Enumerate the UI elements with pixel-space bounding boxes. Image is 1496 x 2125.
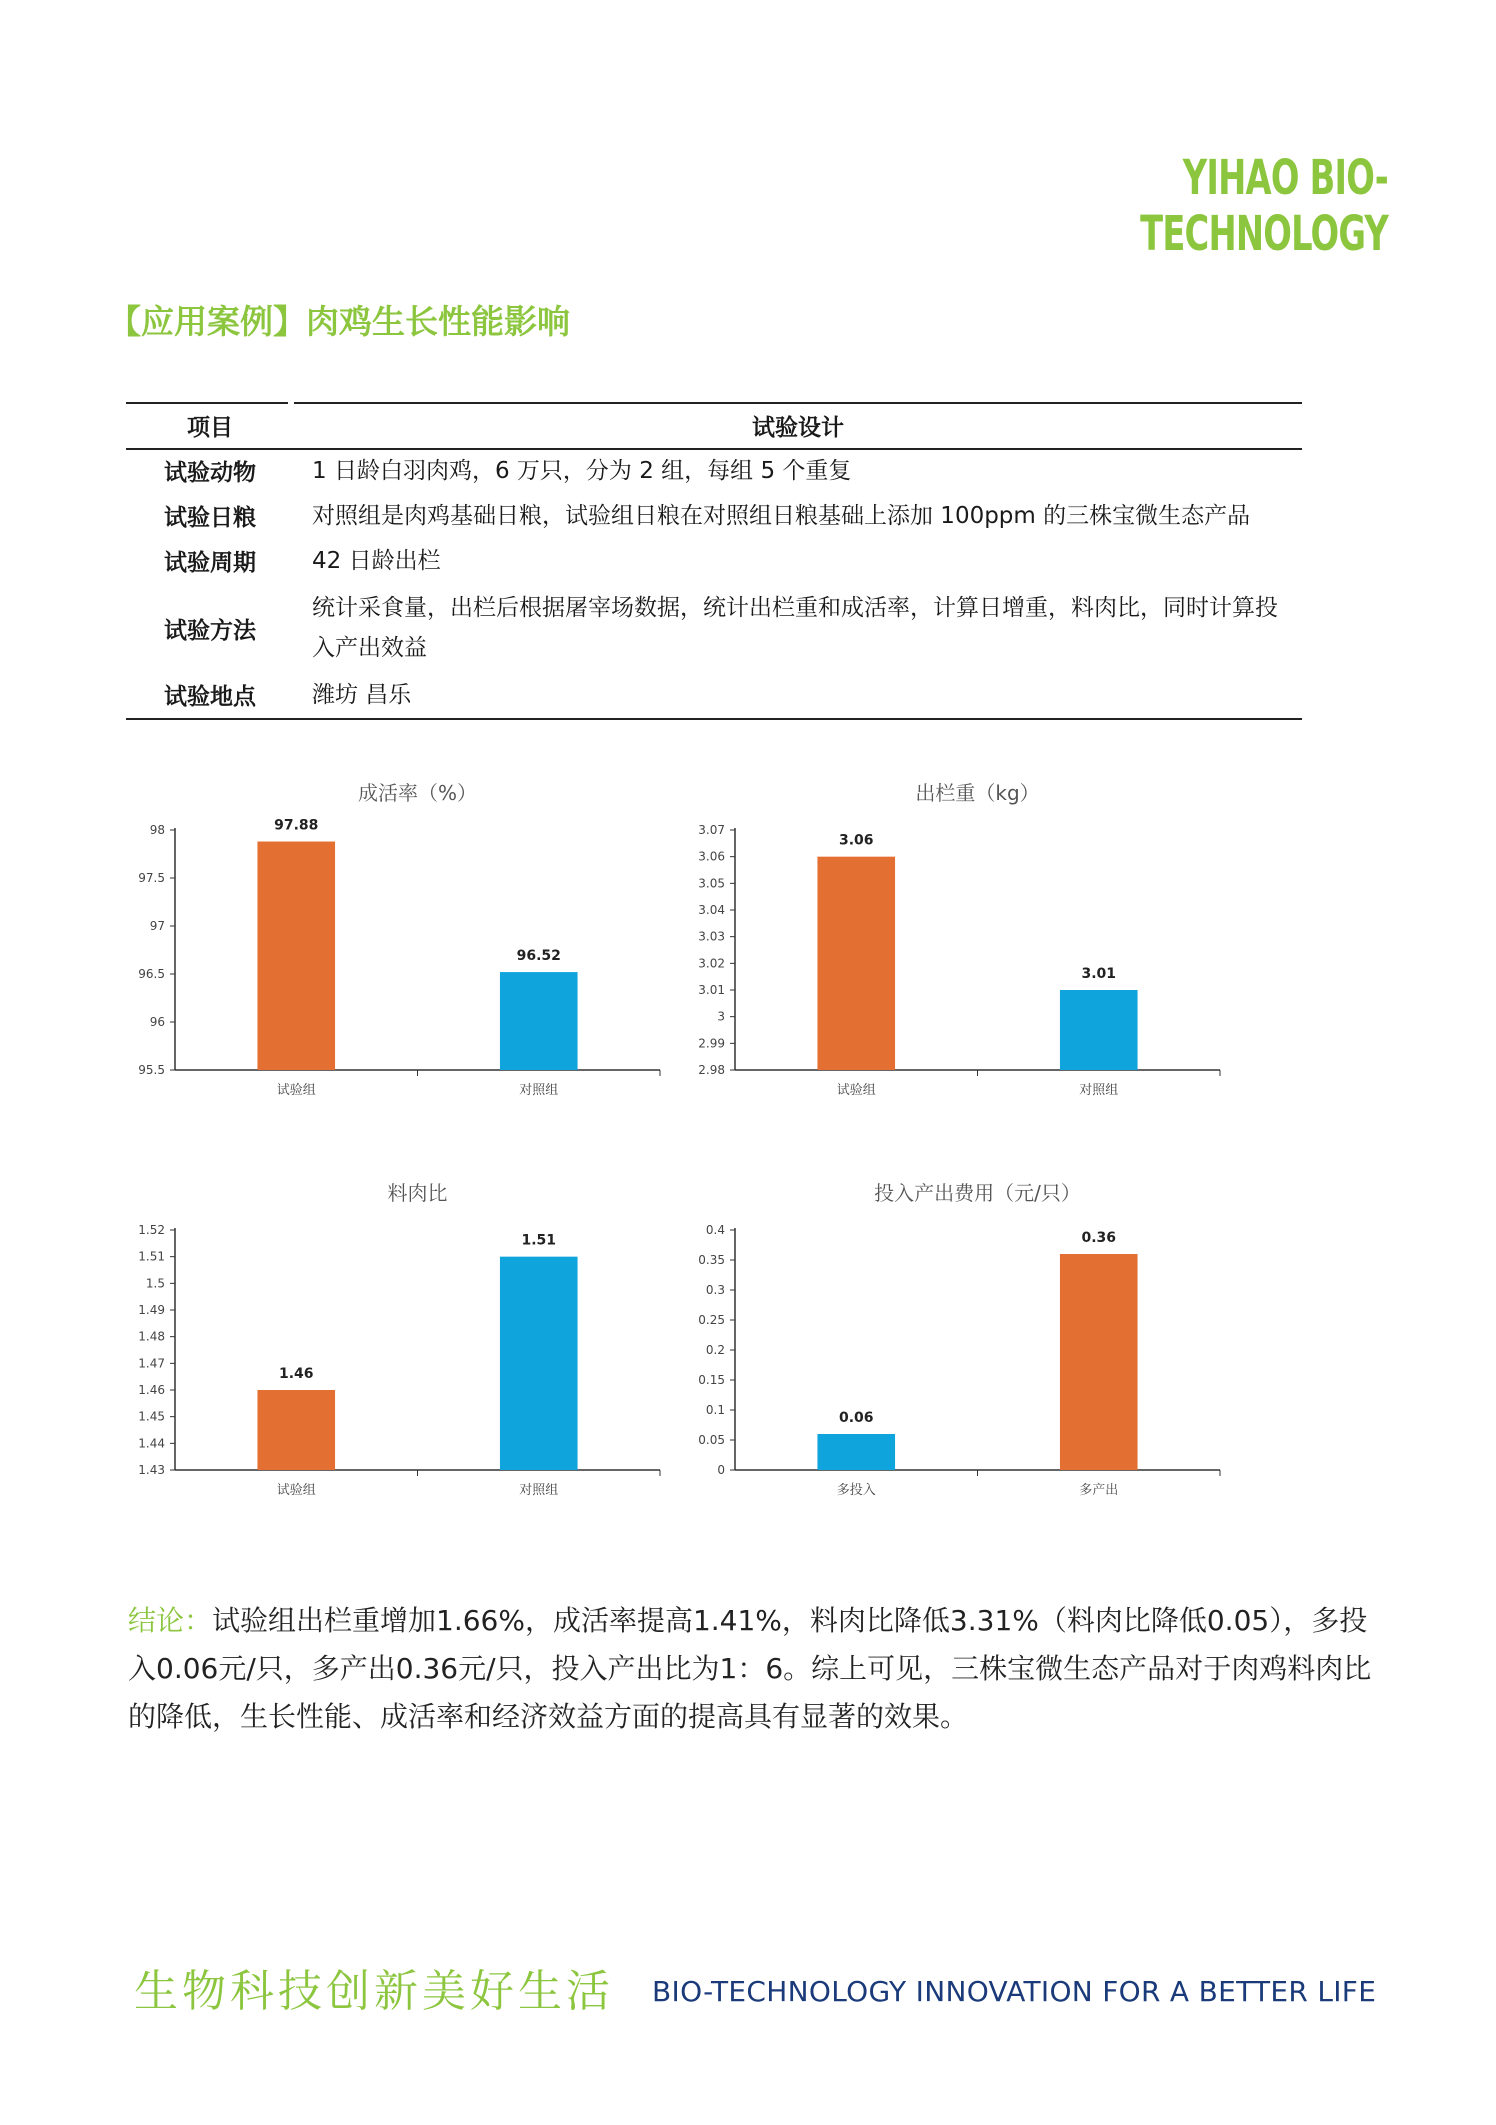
conclusion-text: 试验组出栏重增加1.66%，成活率提高1.41%，料肉比降低3.31%（料肉比降低0.05），多投入0.06元/只，多产出0.36元/只，投入产出比为1：6。综上可见，三株宝微生态产品对于肉鸡料肉比的降低，生长性能、成活率和经济效益方面的提高具有显著的效果。 [128,1604,1372,1733]
row-value: 统计采食量，出栏后根据屠宰场数据，统计出栏重和成活率，计算日增重，料肉比，同时计算投入产出效益 [312,595,1278,661]
y-tick-label: 2.99 [698,1036,725,1051]
bar [817,1434,895,1470]
row-label: 试验动物 [164,460,256,486]
bar-value-label: 1.46 [278,1366,314,1382]
table-header-item: 项目 [187,414,233,441]
table-bottom-rule [126,718,1302,720]
chart-svg [120,1170,680,1510]
bar [257,1390,335,1470]
chart-svg [120,770,680,1110]
chart-title: 成活率（%） [357,781,478,805]
y-tick-label: 0.2 [705,1343,725,1357]
bar [1060,990,1138,1070]
x-category-label: 对照组 [519,1483,559,1498]
row-value: 1 日龄白羽肉鸡，6 万只，分为 2 组，每组 5 个重复 [312,457,852,484]
y-tick-label: 96 [149,1015,165,1029]
y-tick-label: 1.5 [145,1276,165,1291]
chart-title: 出栏重（kg） [915,781,1040,805]
chart-title: 料肉比 [387,1181,448,1205]
y-tick-label: 1.47 [138,1356,165,1371]
design-table [126,402,1302,716]
bar-value-label: 96.52 [516,948,561,965]
row-value: 对照组是肉鸡基础日粮，试验组日粮在对照组日粮基础上添加 100ppm 的三株宝微生态产品 [312,502,1251,529]
table-row [126,583,1302,673]
bar-value-label: 1.51 [521,1232,557,1249]
feed-conversion-chart [120,1170,680,1510]
y-tick-label: 3.04 [698,903,725,917]
y-tick-label: 3.02 [698,956,725,971]
y-tick-label: 3.05 [698,876,725,891]
x-category-label: 试验组 [836,1083,876,1098]
footer-slogan-en: BIO-TECHNOLOGY INNOVATION FOR A BETTER LIFE [652,1975,1377,2008]
chart-svg [680,770,1240,1110]
survival-rate-chart [120,770,680,1110]
x-category-label: 对照组 [519,1083,559,1098]
row-label: 试验地点 [164,684,256,710]
footer-slogan-cn: 生物科技创新美好生活 [134,1966,614,2017]
y-tick-label: 98 [149,823,165,837]
bar [817,857,895,1070]
y-tick-label: 1.48 [138,1329,165,1344]
bar-value-label: 3.01 [1081,966,1117,982]
x-category-label: 试验组 [276,1083,316,1098]
chart-title: 投入产出费用（元/只） [874,1181,1081,1205]
input-output-chart [680,1170,1240,1510]
row-value: 潍坊 昌乐 [312,681,412,708]
y-tick-label: 97.5 [138,871,165,885]
bar [1060,1254,1138,1470]
y-tick-label: 3.06 [698,849,725,864]
bar-value-label: 3.06 [838,832,874,849]
y-tick-label: 0.3 [705,1283,725,1297]
table-header-design: 试验设计 [752,414,844,441]
y-tick-label: 95.5 [138,1063,165,1077]
y-tick-label: 1.43 [138,1463,165,1477]
y-tick-label: 3.07 [698,823,725,837]
y-tick-label: 3 [717,1009,725,1024]
bar-value-label: 0.06 [838,1410,874,1426]
bar [500,972,578,1070]
y-tick-label: 3.01 [698,983,725,997]
y-tick-label: 0.15 [698,1373,725,1387]
row-label: 试验周期 [164,550,256,576]
y-tick-label: 1.45 [138,1409,165,1424]
table-row [126,673,1302,716]
y-tick-label: 1.44 [138,1436,165,1451]
table-header-row [126,402,1302,448]
y-tick-label: 3.03 [698,929,725,944]
x-category-label: 多产出 [1079,1483,1119,1498]
y-tick-label: 0.1 [705,1403,725,1417]
bar [257,842,335,1070]
row-value: 42 日龄出栏 [312,547,441,574]
market-weight-chart [680,770,1240,1110]
y-tick-label: 0.4 [705,1223,725,1237]
x-category-label: 试验组 [276,1483,316,1498]
y-tick-label: 2.98 [698,1063,725,1077]
conclusion-lead: 结论： [128,1604,213,1637]
brand-name: YIHAO BIO-TECHNOLOGY [1140,150,1388,262]
x-category-label: 对照组 [1079,1083,1119,1098]
y-tick-label: 0.25 [698,1313,725,1327]
table-row [126,493,1302,538]
conclusion-paragraph [128,1597,1378,1741]
chart-svg [680,1170,1240,1510]
section-title: 【应用案例】肉鸡生长性能影响 [108,302,570,341]
y-tick-label: 97 [149,919,165,933]
y-tick-label: 0.35 [698,1253,725,1267]
y-tick-label: 1.46 [138,1383,165,1397]
bar [500,1257,578,1470]
bar-value-label: 97.88 [274,817,319,834]
y-tick-label: 0 [717,1463,725,1477]
bar-value-label: 0.36 [1081,1230,1117,1246]
y-tick-label: 1.51 [138,1249,165,1264]
row-label: 试验日粮 [164,505,256,531]
row-label: 试验方法 [164,617,256,644]
y-tick-label: 0.05 [698,1433,725,1447]
y-tick-label: 96.5 [138,967,165,981]
table-row [126,448,1302,493]
table-row [126,538,1302,583]
x-category-label: 多投入 [836,1483,876,1498]
y-tick-label: 1.49 [138,1303,165,1317]
y-tick-label: 1.52 [138,1223,165,1237]
